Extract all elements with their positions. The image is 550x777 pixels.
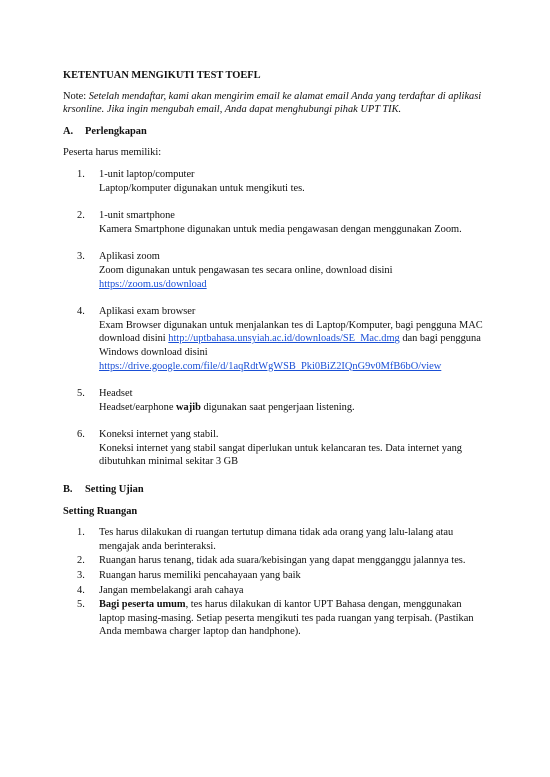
zoom-download-link[interactable]: https://zoom.us/download [99,278,207,290]
rule-number: 1. [77,527,85,539]
section-a-heading [63,125,484,139]
item-desc: Koneksi internet yang stabil sangat diperlukan untuk kelancaran tes. Data internet yang dibutuhkan minimal sekitar 3 GB [99,442,462,468]
list-item [63,598,484,639]
item-title: 1-unit laptop/computer [99,168,195,180]
equipment-list [63,168,484,469]
mac-download-link[interactable]: http://uptbahasa.unsyiah.ac.id/downloads/SE_Mac.dmg [168,333,400,345]
list-item [63,526,484,553]
item-desc-bold: wajib [176,401,201,413]
rule-text: Ruangan harus tenang, tidak ada suara/kebisingan yang dapat mengganggu jalannya tes. [99,555,466,567]
section-a-title: Perlengkapan [85,125,147,137]
item-number: 5. [77,388,85,400]
item-desc: Zoom digunakan untuk pengawasan tes secara online, download disini [99,264,393,276]
list-item [63,387,484,414]
rule-text: , tes harus dilakukan di kantor UPT Bahasa dengan, menggunakan laptop masing-masing. Setiap peserta mengikuti tes pada ruangan yang terpisah. (Pastikan Anda membawa charger laptop dan handphone). [99,599,474,638]
note-text: Setelah mendaftar, kami akan mengirim email ke alamat email Anda yang terdaftar di aplikasi krsonline. Jika ingin mengubah email, Anda dapat menghubungi pihak UPT TIK. [63,90,482,116]
section-b-letter: B. [63,484,73,496]
list-item [63,305,484,373]
list-item [63,428,484,469]
section-b-heading [63,483,484,497]
item-desc-post: digunakan saat pengerjaan listening. [200,401,355,413]
item-title: Koneksi internet yang stabil. [99,429,219,441]
item-number: 4. [77,306,85,318]
rule-text: Jangan membelakangi arah cahaya [99,584,244,596]
windows-download-link[interactable]: https://drive.google.com/file/d/1aqRdtWgWSB_Pki0BiZ2IQnG9v0MfB6bO/view [99,360,442,372]
item-desc-pre: Headset/earphone [99,401,177,413]
room-setting-subheading: Setting Ruangan [63,505,138,517]
section-a-intro: Peserta harus memiliki: [63,147,162,159]
item-title: Aplikasi exam browser [99,306,196,318]
item-desc: Kamera Smartphone digunakan untuk media pengawasan dengan menggunakan Zoom. [99,223,462,235]
list-item [63,168,484,195]
item-desc [99,319,484,360]
item-desc [99,401,484,415]
rule-number: 3. [77,570,85,582]
item-desc-pre: Exam Browser digunakan untuk menjalankan tes di Laptop/Komputer, bagi pengguna MAC download disini [99,319,483,345]
section-a-letter: A. [63,125,74,137]
rule-text: Ruangan harus memiliki pencahayaan yang baik [99,570,301,582]
list-item [63,250,484,291]
rule-number: 2. [77,555,85,567]
rule-number: 5. [77,599,85,611]
note-paragraph [63,90,484,117]
item-title: Headset [99,388,133,400]
item-desc: Laptop/komputer digunakan untuk mengikuti tes. [99,182,305,194]
list-item [63,569,484,583]
list-item [63,554,484,568]
rule-bold: Bagi peserta umum [99,599,186,611]
rule-text: Tes harus dilakukan di ruangan tertutup dimana tidak ada orang yang lalu-lalang atau mengajak anda berinteraksi. [99,527,454,552]
item-title: Aplikasi zoom [99,251,160,263]
list-item [63,209,484,236]
rule-number: 4. [77,584,85,596]
item-number: 6. [77,429,85,441]
list-item [63,584,484,598]
note-label: Note: [63,90,87,102]
rule-text-container [99,598,484,639]
document-title: KETENTUAN MENGIKUTI TEST TOEFL [63,70,261,81]
item-number: 3. [77,251,85,263]
item-number: 2. [77,210,85,222]
section-b-title: Setting Ujian [85,484,144,496]
item-number: 1. [77,168,85,180]
item-title: 1-unit smartphone [99,210,175,222]
item-desc-mid: dan bagi pengguna Windows download disini [99,333,481,358]
room-rules-list [63,526,484,639]
